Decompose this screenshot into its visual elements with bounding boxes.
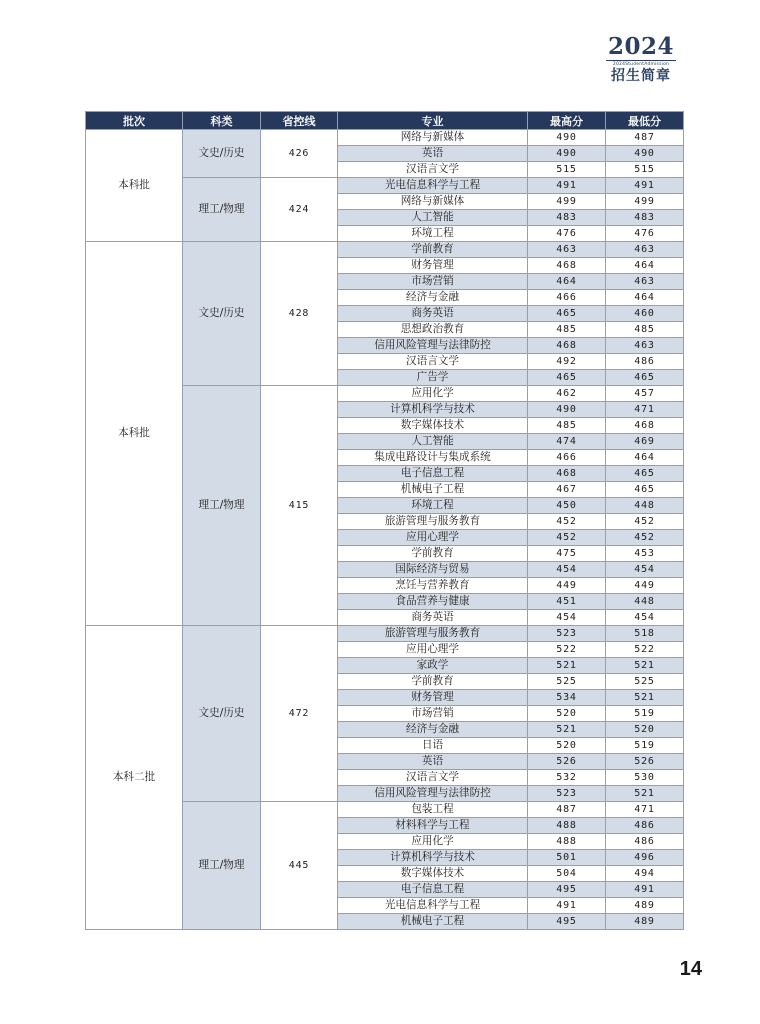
min-score-cell: 454 <box>606 610 684 626</box>
max-score-cell: 464 <box>528 274 606 290</box>
min-score-cell: 486 <box>606 818 684 834</box>
major-cell: 数字媒体技术 <box>338 418 528 434</box>
min-score-cell: 464 <box>606 290 684 306</box>
batch-cell: 本科批 <box>86 130 183 242</box>
batch-cell: 本科批 <box>86 242 183 626</box>
major-cell: 旅游管理与服务教育 <box>338 626 528 642</box>
major-cell: 思想政治教育 <box>338 322 528 338</box>
control-line-cell: 472 <box>261 626 338 802</box>
min-score-cell: 471 <box>606 802 684 818</box>
min-score-cell: 465 <box>606 466 684 482</box>
min-score-cell: 463 <box>606 338 684 354</box>
max-score-cell: 490 <box>528 402 606 418</box>
max-score-cell: 487 <box>528 802 606 818</box>
min-score-cell: 469 <box>606 434 684 450</box>
min-score-cell: 519 <box>606 738 684 754</box>
major-cell: 人工智能 <box>338 434 528 450</box>
control-line-cell: 415 <box>261 386 338 626</box>
min-score-cell: 465 <box>606 482 684 498</box>
max-score-cell: 521 <box>528 722 606 738</box>
major-cell: 电子信息工程 <box>338 466 528 482</box>
major-cell: 学前教育 <box>338 674 528 690</box>
major-cell: 光电信息科学与工程 <box>338 178 528 194</box>
header-major: 专业 <box>338 112 528 130</box>
min-score-cell: 485 <box>606 322 684 338</box>
brand-subtitle: 2024StudentAdmission <box>606 60 676 68</box>
max-score-cell: 520 <box>528 706 606 722</box>
min-score-cell: 530 <box>606 770 684 786</box>
max-score-cell: 525 <box>528 674 606 690</box>
major-cell: 英语 <box>338 146 528 162</box>
control-line-cell: 428 <box>261 242 338 386</box>
min-score-cell: 494 <box>606 866 684 882</box>
max-score-cell: 468 <box>528 466 606 482</box>
major-cell: 光电信息科学与工程 <box>338 898 528 914</box>
max-score-cell: 495 <box>528 914 606 930</box>
table-row <box>86 626 684 642</box>
major-cell: 学前教育 <box>338 242 528 258</box>
max-score-cell: 490 <box>528 130 606 146</box>
min-score-cell: 526 <box>606 754 684 770</box>
batch-cell: 本科二批 <box>86 626 183 930</box>
min-score-cell: 487 <box>606 130 684 146</box>
min-score-cell: 476 <box>606 226 684 242</box>
max-score-cell: 468 <box>528 338 606 354</box>
min-score-cell: 460 <box>606 306 684 322</box>
min-score-cell: 489 <box>606 898 684 914</box>
major-cell: 人工智能 <box>338 210 528 226</box>
max-score-cell: 476 <box>528 226 606 242</box>
major-cell: 应用心理学 <box>338 642 528 658</box>
major-cell: 包装工程 <box>338 802 528 818</box>
max-score-cell: 491 <box>528 178 606 194</box>
min-score-cell: 521 <box>606 690 684 706</box>
control-line-cell: 424 <box>261 178 338 242</box>
major-cell: 旅游管理与服务教育 <box>338 514 528 530</box>
major-cell: 汉语言文学 <box>338 162 528 178</box>
control-line-cell: 426 <box>261 130 338 178</box>
category-cell: 理工/物理 <box>183 386 261 626</box>
max-score-cell: 451 <box>528 594 606 610</box>
table-body <box>86 130 684 930</box>
brand-logo <box>606 34 676 85</box>
header-batch: 批次 <box>86 112 183 130</box>
major-cell: 广告学 <box>338 370 528 386</box>
min-score-cell: 483 <box>606 210 684 226</box>
brand-title: 招生简章 <box>611 68 671 84</box>
header-category: 科类 <box>183 112 261 130</box>
min-score-cell: 468 <box>606 418 684 434</box>
major-cell: 家政学 <box>338 658 528 674</box>
max-score-cell: 522 <box>528 642 606 658</box>
major-cell: 市场营销 <box>338 706 528 722</box>
min-score-cell: 496 <box>606 850 684 866</box>
max-score-cell: 485 <box>528 322 606 338</box>
min-score-cell: 518 <box>606 626 684 642</box>
major-cell: 计算机科学与技术 <box>338 850 528 866</box>
max-score-cell: 491 <box>528 898 606 914</box>
max-score-cell: 490 <box>528 146 606 162</box>
control-line-cell: 445 <box>261 802 338 930</box>
major-cell: 烹饪与营养教育 <box>338 578 528 594</box>
major-cell: 机械电子工程 <box>338 914 528 930</box>
min-score-cell: 454 <box>606 562 684 578</box>
major-cell: 网络与新媒体 <box>338 130 528 146</box>
major-cell: 学前教育 <box>338 546 528 562</box>
category-cell: 理工/物理 <box>183 178 261 242</box>
max-score-cell: 526 <box>528 754 606 770</box>
max-score-cell: 449 <box>528 578 606 594</box>
page-number: 14 <box>679 958 702 980</box>
major-cell: 应用化学 <box>338 386 528 402</box>
max-score-cell: 452 <box>528 530 606 546</box>
max-score-cell: 499 <box>528 194 606 210</box>
major-cell: 数字媒体技术 <box>338 866 528 882</box>
header-min-score: 最低分 <box>606 112 684 130</box>
category-cell: 文史/历史 <box>183 626 261 802</box>
max-score-cell: 520 <box>528 738 606 754</box>
max-score-cell: 454 <box>528 562 606 578</box>
major-cell: 应用心理学 <box>338 530 528 546</box>
max-score-cell: 495 <box>528 882 606 898</box>
min-score-cell: 453 <box>606 546 684 562</box>
max-score-cell: 485 <box>528 418 606 434</box>
major-cell: 汉语言文学 <box>338 354 528 370</box>
min-score-cell: 486 <box>606 834 684 850</box>
max-score-cell: 468 <box>528 258 606 274</box>
major-cell: 市场营销 <box>338 274 528 290</box>
max-score-cell: 452 <box>528 514 606 530</box>
max-score-cell: 492 <box>528 354 606 370</box>
max-score-cell: 523 <box>528 626 606 642</box>
min-score-cell: 519 <box>606 706 684 722</box>
table-row <box>86 242 684 258</box>
major-cell: 食品营养与健康 <box>338 594 528 610</box>
min-score-cell: 463 <box>606 274 684 290</box>
max-score-cell: 532 <box>528 770 606 786</box>
min-score-cell: 515 <box>606 162 684 178</box>
min-score-cell: 448 <box>606 498 684 514</box>
major-cell: 经济与金融 <box>338 290 528 306</box>
brand-year: 2024 <box>607 33 674 60</box>
min-score-cell: 452 <box>606 530 684 546</box>
major-cell: 应用化学 <box>338 834 528 850</box>
header-max-score: 最高分 <box>528 112 606 130</box>
major-cell: 国际经济与贸易 <box>338 562 528 578</box>
max-score-cell: 466 <box>528 450 606 466</box>
min-score-cell: 471 <box>606 402 684 418</box>
min-score-cell: 464 <box>606 258 684 274</box>
min-score-cell: 449 <box>606 578 684 594</box>
max-score-cell: 454 <box>528 610 606 626</box>
major-cell: 信用风险管理与法律防控 <box>338 786 528 802</box>
min-score-cell: 489 <box>606 914 684 930</box>
major-cell: 经济与金融 <box>338 722 528 738</box>
min-score-cell: 521 <box>606 786 684 802</box>
major-cell: 环境工程 <box>338 226 528 242</box>
max-score-cell: 450 <box>528 498 606 514</box>
max-score-cell: 488 <box>528 834 606 850</box>
min-score-cell: 491 <box>606 178 684 194</box>
major-cell: 商务英语 <box>338 610 528 626</box>
min-score-cell: 490 <box>606 146 684 162</box>
max-score-cell: 515 <box>528 162 606 178</box>
min-score-cell: 463 <box>606 242 684 258</box>
max-score-cell: 534 <box>528 690 606 706</box>
min-score-cell: 522 <box>606 642 684 658</box>
min-score-cell: 465 <box>606 370 684 386</box>
max-score-cell: 465 <box>528 370 606 386</box>
max-score-cell: 521 <box>528 658 606 674</box>
max-score-cell: 488 <box>528 818 606 834</box>
category-cell: 理工/物理 <box>183 802 261 930</box>
max-score-cell: 483 <box>528 210 606 226</box>
max-score-cell: 465 <box>528 306 606 322</box>
major-cell: 机械电子工程 <box>338 482 528 498</box>
category-cell: 文史/历史 <box>183 242 261 386</box>
min-score-cell: 499 <box>606 194 684 210</box>
major-cell: 网络与新媒体 <box>338 194 528 210</box>
major-cell: 财务管理 <box>338 258 528 274</box>
major-cell: 电子信息工程 <box>338 882 528 898</box>
max-score-cell: 474 <box>528 434 606 450</box>
min-score-cell: 464 <box>606 450 684 466</box>
major-cell: 集成电路设计与集成系统 <box>338 450 528 466</box>
major-cell: 英语 <box>338 754 528 770</box>
min-score-cell: 457 <box>606 386 684 402</box>
max-score-cell: 501 <box>528 850 606 866</box>
major-cell: 日语 <box>338 738 528 754</box>
major-cell: 商务英语 <box>338 306 528 322</box>
table-row <box>86 130 684 146</box>
max-score-cell: 462 <box>528 386 606 402</box>
admission-score-table <box>85 111 684 930</box>
min-score-cell: 452 <box>606 514 684 530</box>
major-cell: 财务管理 <box>338 690 528 706</box>
min-score-cell: 525 <box>606 674 684 690</box>
category-cell: 文史/历史 <box>183 130 261 178</box>
max-score-cell: 466 <box>528 290 606 306</box>
min-score-cell: 448 <box>606 594 684 610</box>
max-score-cell: 504 <box>528 866 606 882</box>
max-score-cell: 463 <box>528 242 606 258</box>
major-cell: 环境工程 <box>338 498 528 514</box>
min-score-cell: 521 <box>606 658 684 674</box>
min-score-cell: 491 <box>606 882 684 898</box>
major-cell: 信用风险管理与法律防控 <box>338 338 528 354</box>
min-score-cell: 486 <box>606 354 684 370</box>
min-score-cell: 520 <box>606 722 684 738</box>
header-control-line: 省控线 <box>261 112 338 130</box>
max-score-cell: 467 <box>528 482 606 498</box>
max-score-cell: 475 <box>528 546 606 562</box>
major-cell: 计算机科学与技术 <box>338 402 528 418</box>
max-score-cell: 523 <box>528 786 606 802</box>
major-cell: 材料科学与工程 <box>338 818 528 834</box>
major-cell: 汉语言文学 <box>338 770 528 786</box>
table-header-row <box>86 112 684 130</box>
